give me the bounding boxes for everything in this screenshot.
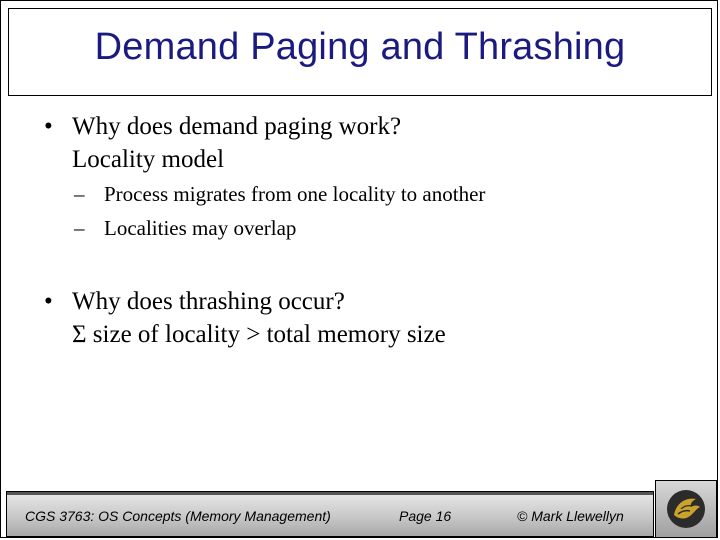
sub-bullet-localities-overlap xyxy=(74,211,296,245)
bullet-line: Why does thrashing occur? xyxy=(72,288,345,315)
bullet-line: Why does demand paging work? xyxy=(72,113,402,140)
bullet-thrashing xyxy=(44,285,446,351)
footer-top-rule xyxy=(7,492,653,495)
sub-bullet-text: Process migrates from one locality to another xyxy=(104,182,486,206)
ucf-pegasus-icon xyxy=(664,487,708,531)
footer-bar xyxy=(6,491,654,537)
bullet-line: Locality model xyxy=(72,146,225,173)
bullet-line: Σ size of locality > total memory size xyxy=(72,321,446,348)
sub-bullet-process-migrates xyxy=(74,177,485,211)
footer-page: Page 16 xyxy=(399,508,452,524)
footer-copyright: © Mark Llewellyn xyxy=(517,508,624,524)
bullet-marker: • xyxy=(44,113,53,140)
bullet-marker: • xyxy=(44,288,53,315)
sub-bullet-text: Localities may overlap xyxy=(104,216,297,240)
logo-box xyxy=(655,480,717,538)
bullet-demand-paging xyxy=(44,110,401,176)
dash-marker: – xyxy=(74,216,85,240)
footer-course: CGS 3763: OS Concepts (Memory Management) xyxy=(25,508,331,524)
slide-title: Demand Paging and Thrashing xyxy=(94,25,626,68)
dash-marker: – xyxy=(74,182,85,206)
